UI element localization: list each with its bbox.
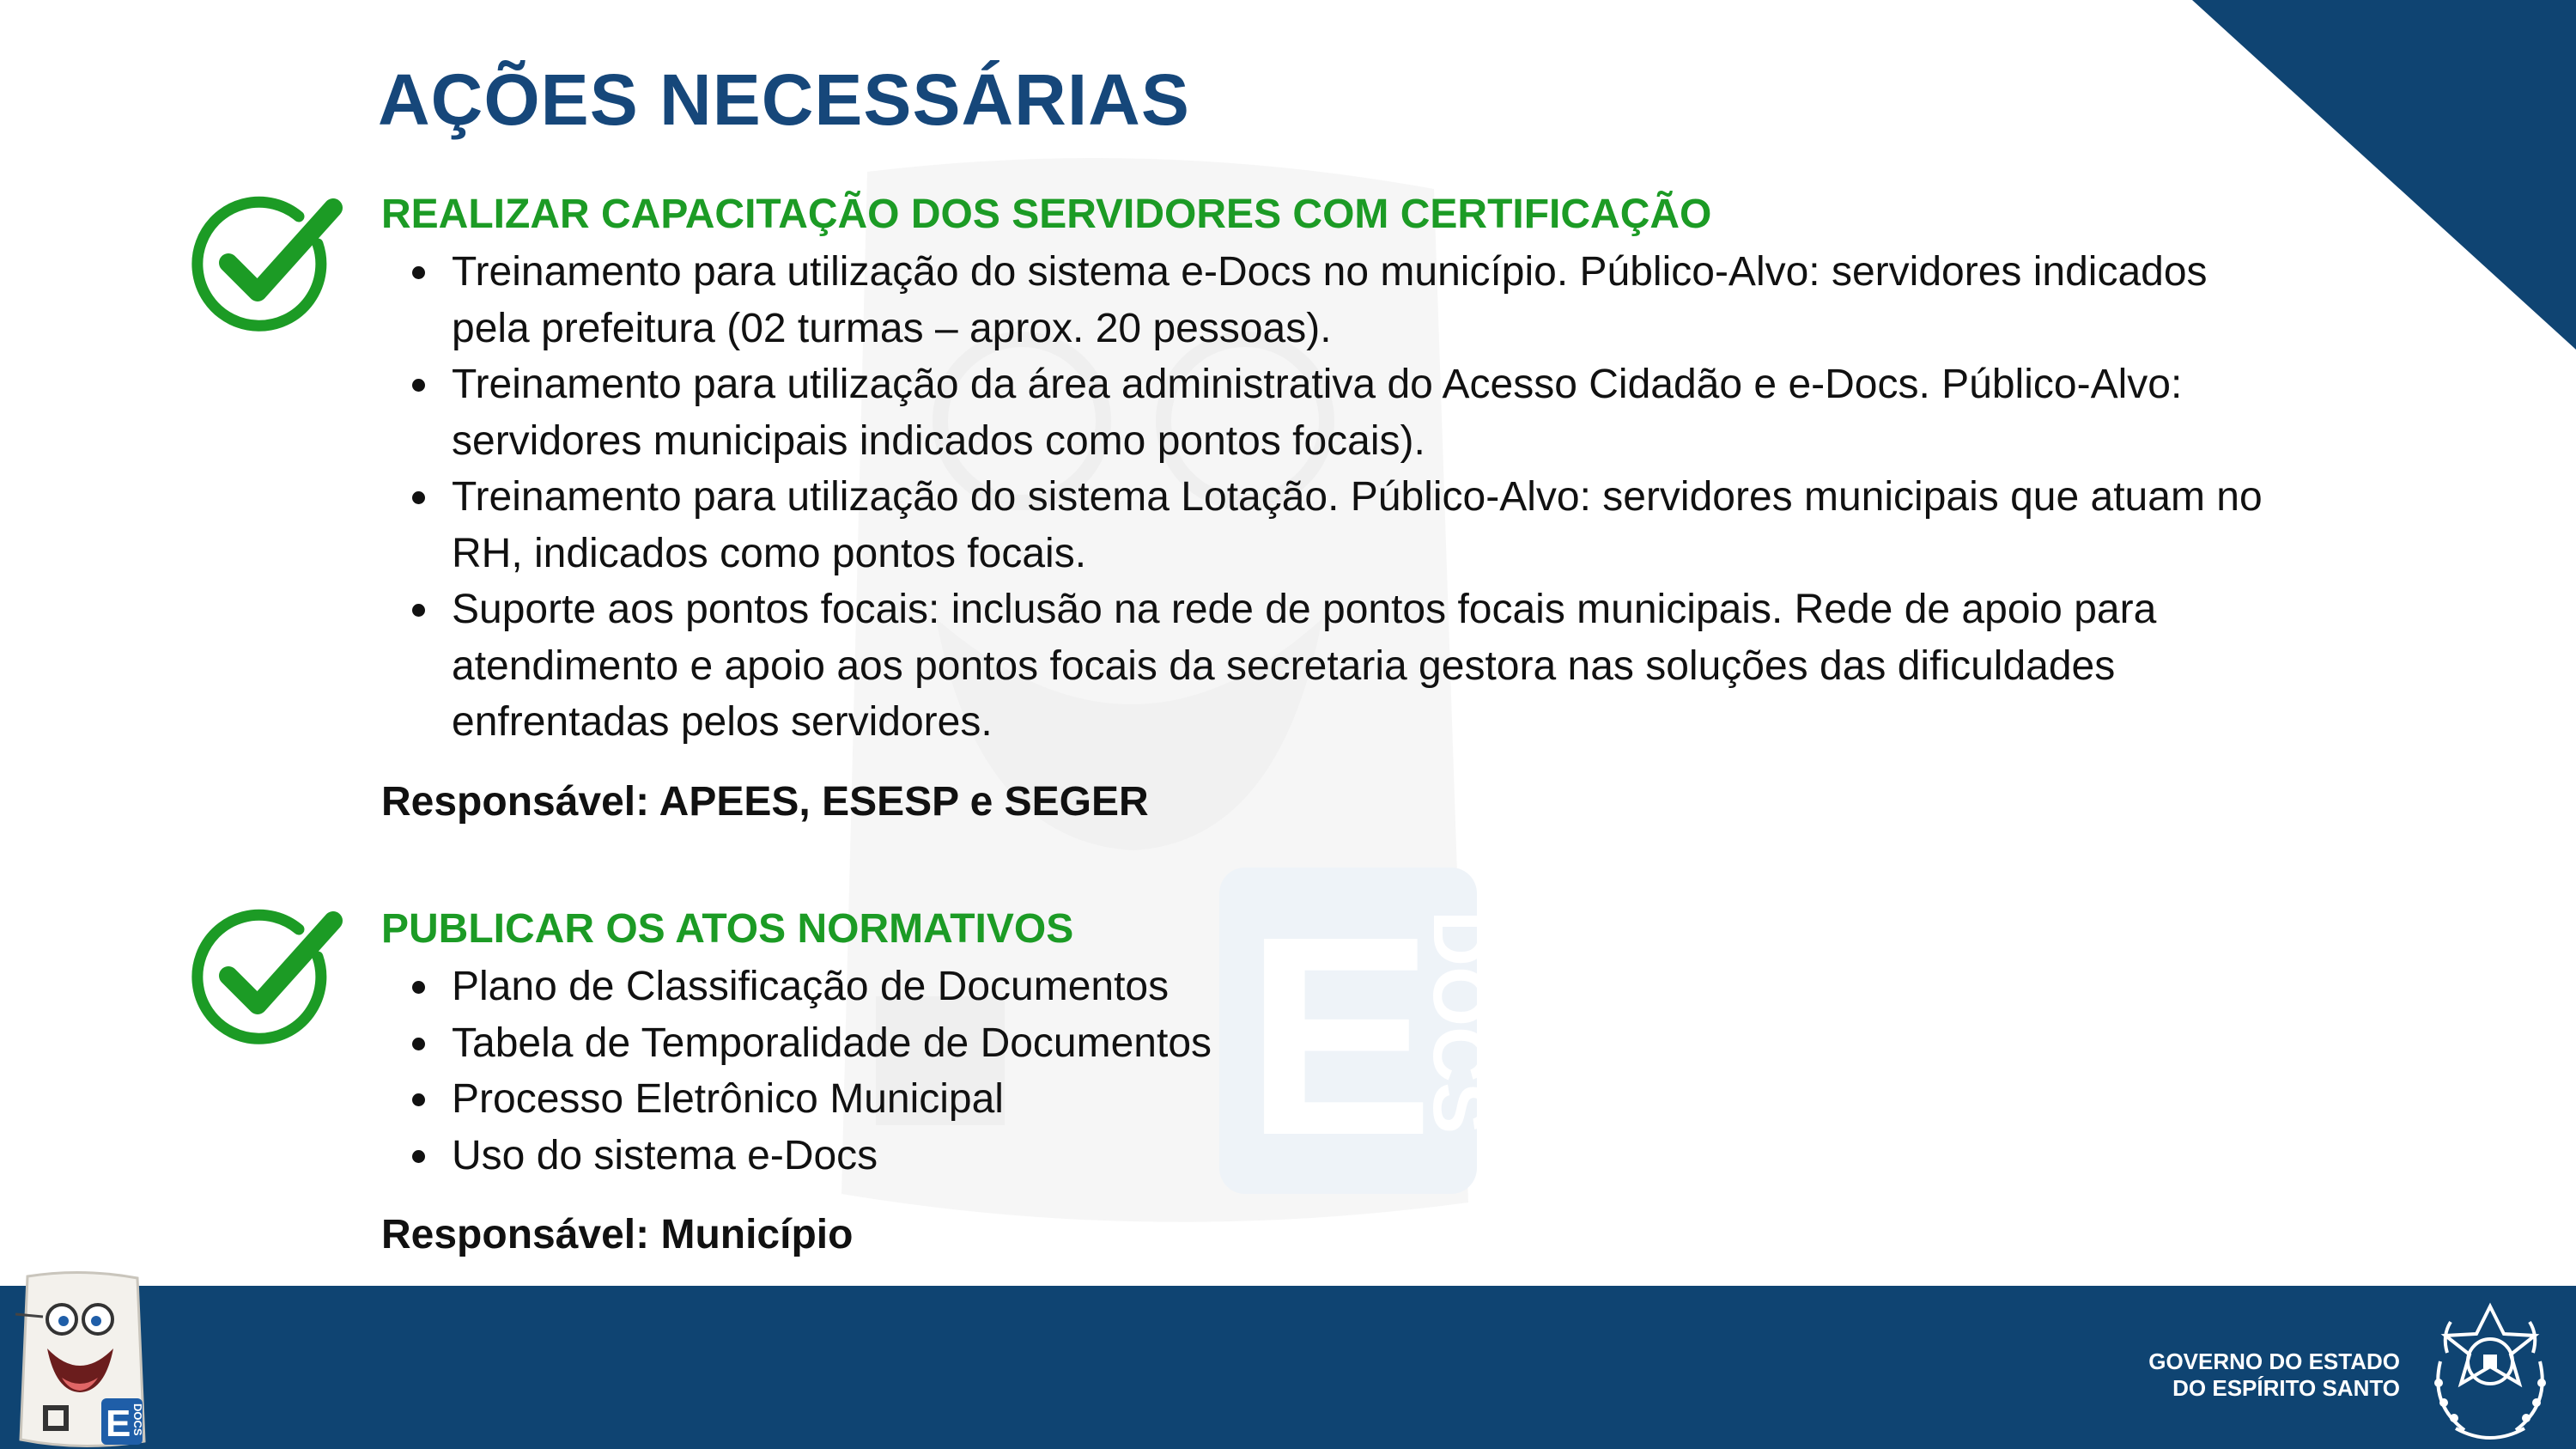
section-heading-capacitacao: REALIZAR CAPACITAÇÃO DOS SERVIDORES COM CERTIFICAÇÃO [381,192,1712,237]
list-item: Processo Eletrônico Municipal [404,1071,2275,1128]
government-name-line1: GOVERNO DO ESTADO [2148,1349,2400,1374]
list-item: Tabela de Temporalidade de Documentos [404,1015,2275,1072]
bullet-list-capacitacao [404,244,2275,751]
state-coat-of-arms-icon [2421,1301,2559,1443]
list-item: Treinamento para utilização do sistema e-Docs no município. Público-Alvo: servidores indicados pela prefeitura (02 turmas – aprox. 20 pessoas). [404,244,2275,356]
checkmark-circle-icon [189,904,343,1050]
list-item: Plano de Classificação de Documentos [404,959,2275,1015]
government-name [2052,1349,2400,1402]
page-title: AÇÕES NECESSÁRIAS [378,59,1190,140]
government-name-line2: DO ESPÍRITO SANTO [2172,1375,2400,1401]
checkmark-circle-icon [189,191,343,337]
watermark-letter: E [1245,877,1435,1194]
list-item: Treinamento para utilização do sistema Lotação. Público-Alvo: servidores municipais que atuam no RH, indicados como pontos focais. [404,469,2275,581]
section-heading-atos-normativos: PUBLICAR OS ATOS NORMATIVOS [381,906,1074,952]
mascot-badge-word: DOCS [131,1403,144,1436]
mascot-badge-letter: E [106,1403,131,1445]
responsible-atos-normativos: Responsável: Município [381,1212,854,1257]
responsible-capacitacao: Responsável: APEES, ESESP e SEGER [381,779,1149,825]
list-item: Uso do sistema e-Docs [404,1128,2275,1184]
list-item: Treinamento para utilização da área administrativa do Acesso Cidadão e e-Docs. Público-Alvo: servidores municipais indicados como pontos focais). [404,356,2275,469]
watermark-word: DOCS [1417,910,1503,1135]
list-item: Suporte aos pontos focais: inclusão na rede de pontos focais municipais. Rede de apoio para atendimento e apoio aos pontos focais da secretaria gestora nas soluções das dificuldades enfrentadas pelos servidores. [404,581,2275,751]
bullet-list-atos-normativos [404,959,2275,1184]
edocs-mascot-icon [9,1269,155,1449]
